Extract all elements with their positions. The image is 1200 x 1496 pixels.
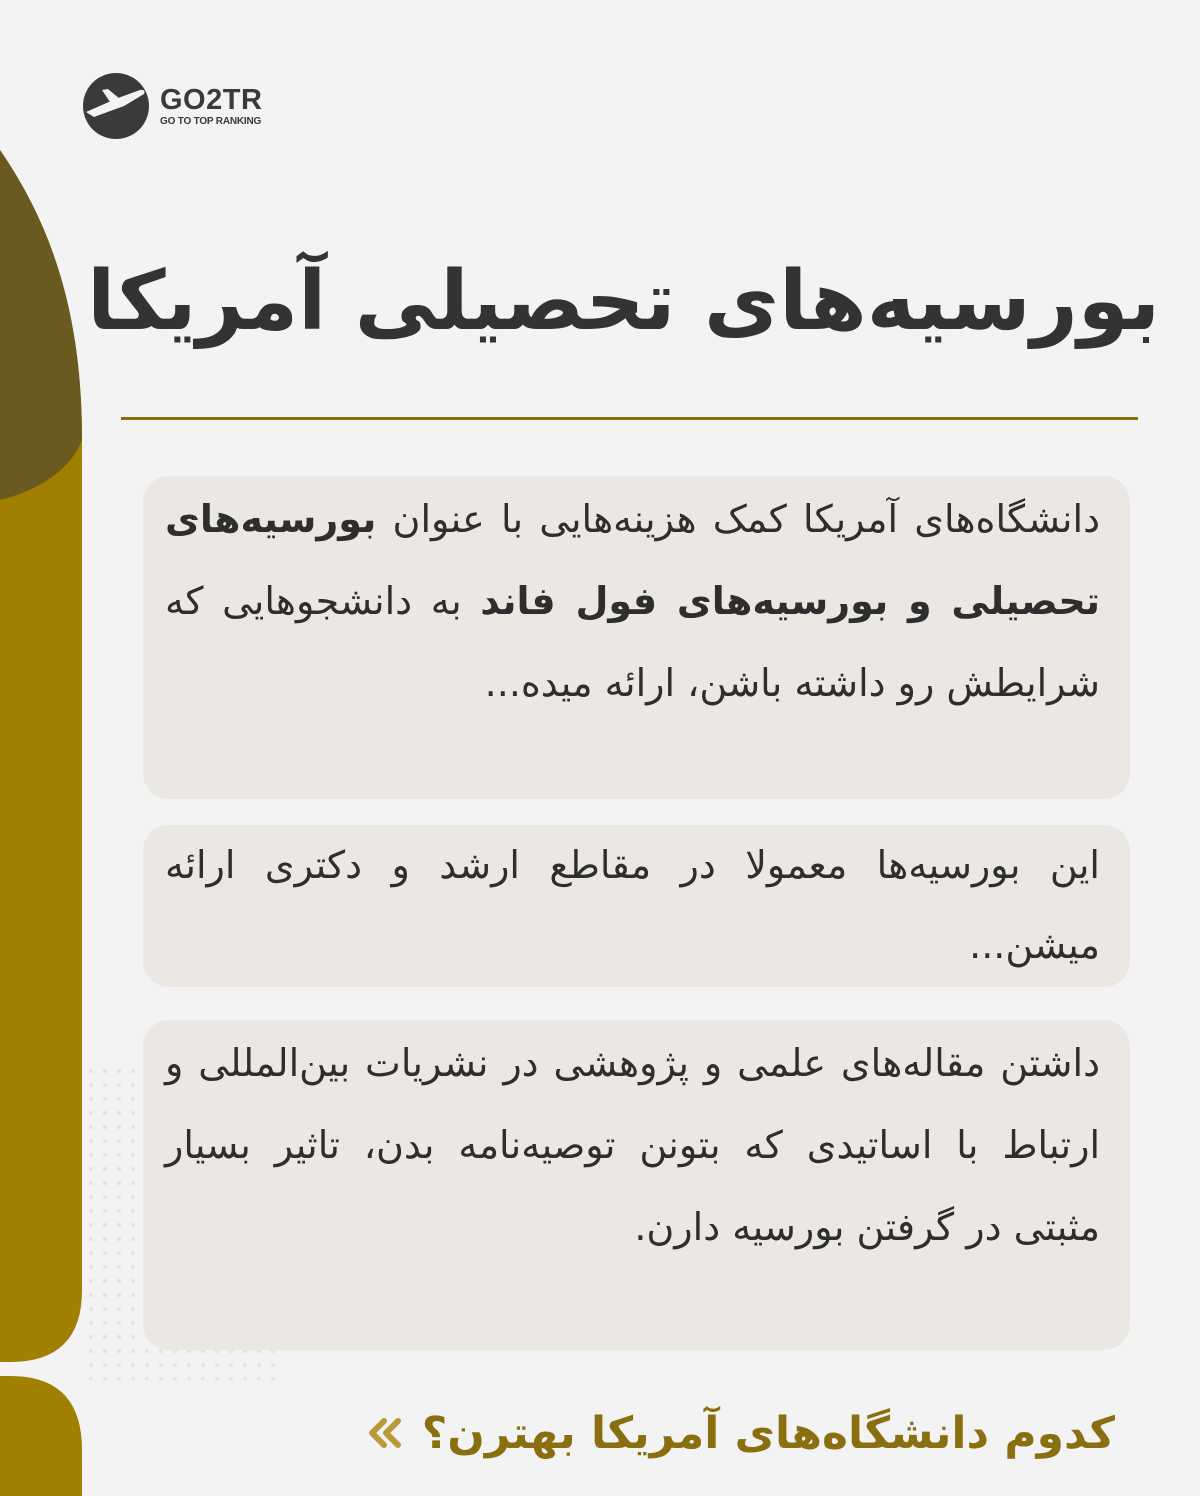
brand-text [160, 83, 263, 127]
card-3-text: داشتن مقاله‌های علمی و پژوهشی در نشریات بین‌المللی و ارتباط با اساتیدی که بتونن توصیه‌نامه بدن، تاثیر بسیار مثبتی در گرفتن بورسیه دارن. [165, 1041, 1100, 1249]
info-card-3 [143, 1020, 1130, 1350]
cta-text: کدوم دانشگاه‌های آمریکا بهترن؟ [421, 1407, 1115, 1459]
card-1-text-bold: بورسیه‌های تحصیلی و بورسیه‌های فول فاند [165, 497, 1100, 623]
info-card-2 [143, 825, 1130, 987]
card-1-text-before: دانشگاه‌های آمریکا کمک هزینه‌هایی با عنوان [392, 497, 1100, 541]
info-card-1 [143, 476, 1130, 799]
cta-link[interactable] [364, 1398, 1115, 1468]
double-chevron-left-icon [364, 1413, 404, 1453]
card-1-text-after: به دانشجوهایی که شرایطش رو داشته باشن، ارائه میده... [165, 579, 1100, 705]
plane-circle-logo-icon [80, 70, 152, 142]
card-2-text: این بورسیه‌ها معمولا در مقاطع ارشد و دکتری ارائه میشن... [165, 843, 1100, 967]
title-divider [121, 417, 1138, 420]
brand-tagline: GO TO TOP RANKING [160, 115, 262, 127]
brand-logo[interactable] [80, 70, 262, 142]
gold-bottom-shape [0, 1376, 82, 1496]
brand-name: GO2TR [160, 83, 263, 116]
page-title: بورسیه‌های تحصیلی آمریکا [87, 254, 1160, 349]
olive-curve-shape [0, 150, 82, 500]
